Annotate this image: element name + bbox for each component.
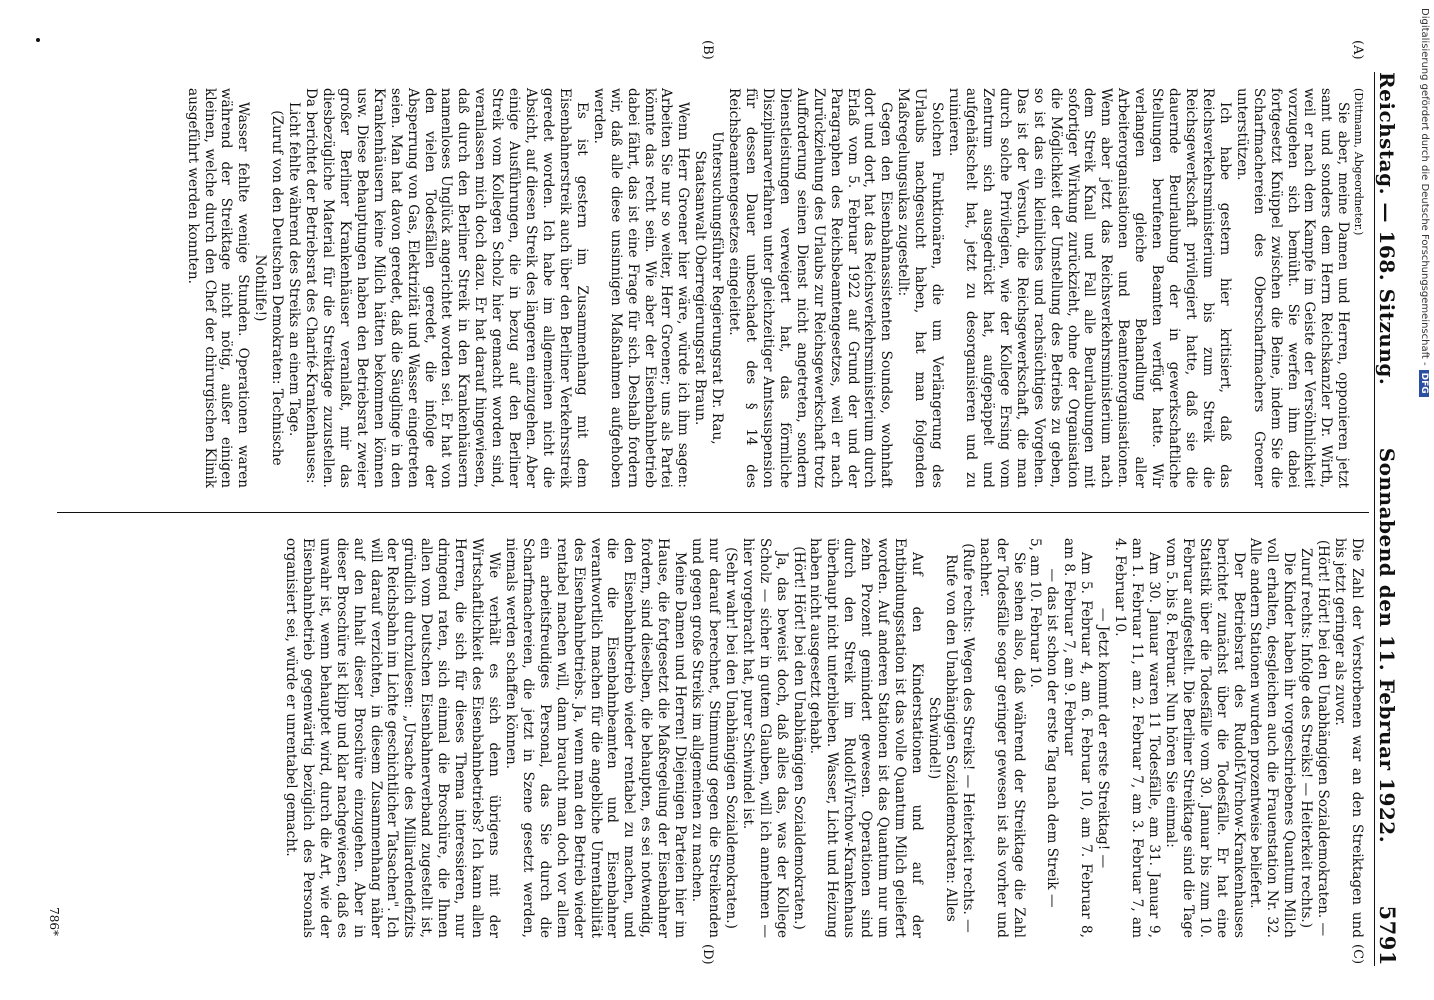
paragraph: Die Kinder haben ihr vorgeschriebenes Quantum Milch voll erhalten, desgleichen auch die Frauenstation Nr. 32. Alle andern Stationen wurden prozentweise beliefert.: [1247, 538, 1298, 938]
paragraph: Am 30. Januar waren 11 Todesfälle, am 31. Januar 9, am 1. Februar 11, am 2. Februar 7, am 3. Februar 7, am 4. Februar 10.: [1112, 538, 1162, 938]
speaker-line: (Dittmann, Abgeordneter.): [1352, 88, 1365, 236]
paragraph: Wenn Herr Groener hier wäre, würde ich ihm sagen: Arbeiten Sie nur so weiter, Herr Groener; uns als Partei könnte das recht sein. Wie aber der Eisenbahnbetrieb dabei fährt, das ist eine Frage für sich. Deshalb fordern wir, daß alle diese unsinnigen Maßnahmen aufgehoben werden.: [590, 88, 692, 488]
interjection: (Sehr wahr! bei den Unabhängigen Sozialdemokraten.): [722, 547, 739, 929]
margin-marker-d: (D): [700, 944, 715, 965]
interjection: (Rufe rechts: Wegen des Streiks! — Heiterkeit rechts. — Rufe von den Unabhängigen Sozialdemokraten: Alles Schwindel!): [925, 543, 976, 933]
side-note-text: Digitalisierung gefördert durch die Deutsche Forschungsgemeinschaft -: [1419, 8, 1430, 366]
document-page: [47, 40, 1405, 976]
dfg-logo: DFG: [1419, 370, 1429, 397]
rotated-page: [47, 40, 1405, 976]
interjection: (Hört! Hört! bei den Unabhängigen Sozialdemokraten. — Zuruf rechts: Infolge des Streiks! — Heiterkeit rechts.): [1298, 539, 1332, 937]
page-header: [1374, 72, 1405, 966]
margin-marker-c: (C): [1350, 944, 1365, 965]
paragraph: nur darauf berechnet, Stimmung gegen die Streikenden und gegen große Streiks im allgemeinen zu machen.: [689, 538, 722, 938]
dfg-side-note: [1414, 8, 1430, 992]
interjection: — Jetzt kommt der erste Streiktag! —: [1095, 607, 1112, 869]
paragraph: Ich habe gestern hier kritisiert, daß das Reichsverkehrsministerium bis zum Streik die Reichsgewerkschaft privilegiert hatte, daß sie die dauernde Beurlaubung der in gewerkschaftliche Stellungen berufenen Beamten verfügt hatte. Wir verlangen gleiche Behandlung aller Arbeiterorganisationen und Beamtenorganisationen. Wenn aber jetzt das Reichsverkehrsministerium nach dem Streik Knall und Fall alle Beurlaubungen mit sofortiger Wirkung zurückzieht, ohne der Organisation die Möglichkeit der Umstellung des Betriebs zu geben, so ist das ein kleinliches und rachsüchtiges Vorgehen. Das ist der Versuch, die Reichsgewerkschaft, die man durch solche Privilegien, wie der Kollege Ersing vom Zentrum sich ausgedrückt hat, aufgepäppelt und aufgehätschelt hat, jetzt zu desorganisieren und zu ruinieren.: [946, 88, 1233, 488]
paragraph: Licht fehlte während des Streiks an einem Tage.: [286, 102, 303, 437]
margin-marker-a: (A): [1350, 40, 1365, 60]
interjection: (Zuruf von den Deutschen Demokraten: Technische Nothilfe!): [252, 110, 286, 466]
margin-marker-b: (B): [700, 40, 715, 60]
right-column: [63, 538, 1365, 938]
interjection: — das ist schon der erste Tag nach dem Streik —: [1044, 568, 1061, 908]
paragraph: Am 5. Februar 4, am 6. Februar 10, am 7. Februar 8, am 8. Februar 7, am 9. Februar: [1061, 538, 1095, 938]
paragraph: Es ist gestern im Zusammenhang mit dem Eisenbahnerstreik auch über den Berliner Verkehrsstreik geredet worden. Ich habe im allgemeinen nicht die Absicht, auf diesen Streik des längeren einzugehen. Aber einige Ausführungen, die in bezug auf den Berliner Streik vom Kollegen Scholz hier gemacht worden sind, veranlassen mich doch dazu. Er hat darauf hingewiesen, daß durch den Berliner Streik in den Krankenhäusern namenloses Unglück angerichtet worden sei. Er hat von den vielen Todesfällen geredet, die infolge der Absperrung von Gas, Elektrizität und Wasser eingetreten seien. Man hat davon geredet, daß die Säuglinge in den Krankenhäusern keine Milch hätten bekommen können usw. Diese Behauptungen haben den Betriebsrat zweier großer Berliner Krankenhäuser veranlaßt, mir das diesbezügliche Material für die Streiktage zuzustellen. Da berichtet der Betriebsrat des Charité-Krankenhauses:: [303, 88, 590, 488]
paragraph: Solchen Funktionären, die um Verlängerung des Urlaubs nachgesucht haben, hat man folgenden Maßregelungsukas zugestellt:: [895, 88, 946, 488]
paragraph: Meine Damen und Herren! Diejenigen Parteien hier im Hause, die fortgesetzt die Maßregelung der Eisenbahner fordern, sind dieselben, die behaupten, es sei notwendig, den Eisenbahnbetrieb wieder rentabel zu machen, und die die Eisenbahnbeamten und Eisenbahner verantwortlich machen für die angebliche Unrentabilität des Eisenbahnbetriebs. Ja, wenn man den Betrieb wieder rentabel machen will, dann braucht man doch vor allem ein arbeitsfreudiges Personal, das Sie durch die Scharfmachereien, die jetzt in Szene gesetzt werden, niemals werden schaffen können.: [502, 538, 689, 938]
paragraph: Gegen den Eisenbahnassistenten Soundso, wohnhaft dort und dort, hat das Reichsverkehrsministerium durch Erlaß vom 5. Februar 1922 auf Grund der und der Paragraphen des Reichsbeamtengesetzes, weil er nach Zurückziehung des Urlaubs zur Reichsgewerkschaft trotz Aufforderung seinen Dienst nicht angetreten, sondern Dienstleistungen verweigert hat, das förmliche Disziplinarverfahren unter gleichzeitiger Amtssuspension für dessen Dauer unbeschadet des § 14 des Reichsbeamtengesetzes eingeleitet.: [726, 88, 895, 488]
column-rule: [57, 512, 1369, 513]
ink-dot: [36, 38, 40, 42]
paragraph: 5, am 10. Februar 10.: [1027, 538, 1044, 688]
header-date: Sonnabend den 11. Februar 1922.: [1375, 447, 1399, 844]
header-left: Reichstag. — 168. Sitzung.: [1375, 72, 1399, 386]
paragraph: Sie aber, meine Damen und Herren, opponieren jetzt samt und sonders dem Herrn Reichskanzler Dr. Wirth, weil er nach dem Kampfe im Geiste der Versöhnlichkeit vorzugehen sich bemüht. Sie werfen ihm dabei fortgesetzt Knüppel zwischen die Beine, indem Sie die Scharfmachereien des Oberscharfmachers Groener unterstützen.: [1233, 88, 1352, 488]
interjection: (Hört! Hört! bei den Unabhängigen Sozialdemokraten.): [790, 546, 807, 930]
paragraph: Auf den Kinderstationen und auf der Entbindungsstation ist das volle Quantum Milch geliefert worden. Auf anderen Stationen ist das Quantum nur um zehn Prozent gemindert gewesen. Operationen sind durch den Streik im Rudolf-Virchow-Krankenhaus überhaupt nicht unterblieben. Wasser, Licht und Heizung haben nicht ausgesetzt gehabt.: [807, 538, 926, 938]
paragraph: Ja, das beweist doch, daß alles das, was der Kollege Scholz — sicher in gutem Glauben, will ich annehmen — hier vorgebracht hat, purer Schwindel ist.: [739, 538, 790, 938]
left-column: [63, 88, 1365, 488]
paragraph: Der Betriebsrat des Rudolf-Virchow-Krankenhauses berichtet zunächst über die Todesfälle. Er hat eine Statistik über die Todesfälle vom 30. Januar bis zum 10. Februar aufgestellt. Die Berliner Streiktage sind die Tage vom 5. bis 8. Februar. Nun hören Sie einmal:: [1162, 538, 1247, 938]
paragraph: Die Zahl der Verstorbenen war an den Streiktagen und bis jetzt geringer als zuvor.: [1332, 538, 1365, 938]
footer-number: 786*: [47, 907, 61, 936]
paragraph: Wie verhält es sich denn übrigens mit der Wirtschaftlichkeit des Eisenbahnbetriebs? Ich kann allen Herren, die sich für dieses Thema interessieren, nur dringend raten, sich einmal die Broschüre, die Ihnen allen vom Deutschen Eisenbahnerverband zugestellt ist, gründlich durchzulesen: „Ursache des Milliardendefizits der Reichsbahn im Lichte geschichtlicher Tatsachen". Ich will darauf verzichten, in diesem Zusammenhang näher auf den Inhalt dieser Broschüre einzugehen. Aber in dieser Broschüre ist klipp und klar nachgewiesen, daß es unwahr ist, wenn behauptet wird, durch die Art, wie der Eisenbahnbetrieb gegenwärtig bezüglich des Personals organisiert sei, würde er unrentabel gemacht.: [282, 538, 502, 938]
paragraph: Sie sehen also, daß während der Streiktage die Zahl der Todesfälle sogar geringer gewesen ist als vorher und nachher.: [976, 538, 1027, 938]
signature-line: Untersuchungsführer Regierungsrat Dr. Rau, Staatsanwalt Oberregierungsrat Braun.: [692, 131, 726, 445]
paragraph: Wasser fehlte wenige Stunden. Operationen waren während der Streiktage nicht nötig, außer einigen kleinen, welche durch den Chef der chirurgischen Klinik ausgeführt werden konnten.: [184, 88, 252, 488]
page-number: 5791: [1375, 905, 1400, 966]
